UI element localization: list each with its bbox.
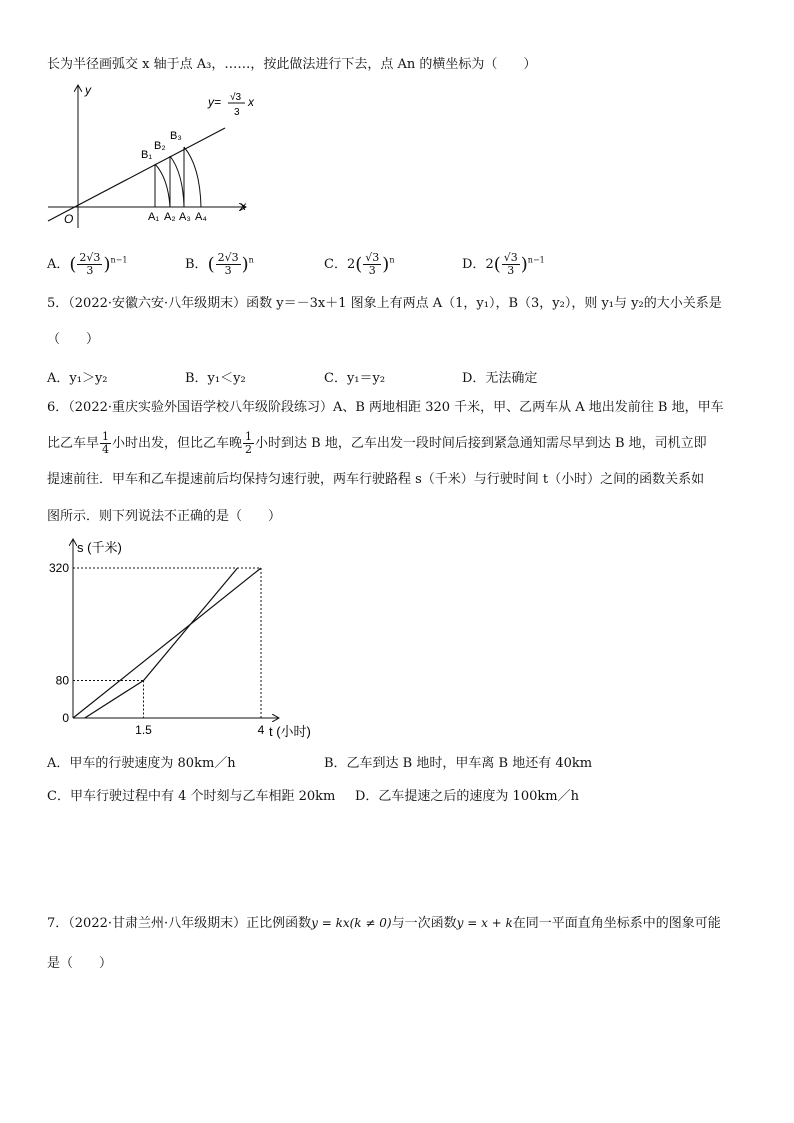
q4-option-a[interactable]: A．( $\frac{2√3}{3}$ )$^{n-1}$ bbox=[47, 251, 128, 277]
q5-option-d[interactable]: D．无法确定 bbox=[462, 371, 538, 386]
q6-line2: 比乙车早 $\frac{1}{4}$ 小时出发，但比乙车晚 $\frac{1}{2}$ 小时到达 B 地，乙车出发一段时间后接到紧急通知需尽早到达 B 地，司机立即 bbox=[47, 430, 707, 456]
series-line-yi bbox=[85, 568, 238, 718]
q7-line2: 是（ ） bbox=[47, 956, 113, 971]
x-axis-title: t (小时) bbox=[269, 724, 311, 739]
q6-option-c[interactable]: C．甲车行驶过程中有 4 个时刻与乙车相距 20km bbox=[47, 789, 336, 804]
x-tick-label: 4 bbox=[257, 723, 265, 737]
q6-distance-time-chart bbox=[40, 530, 311, 745]
y-axis-title: s (千米) bbox=[77, 540, 122, 555]
q5-option-a[interactable]: A．y₁＞y₂ bbox=[47, 371, 108, 386]
b1-label: B₁ bbox=[141, 149, 153, 161]
origin-label: O bbox=[64, 212, 74, 226]
a2-label: A₂ bbox=[164, 211, 176, 223]
y-axis-label: y bbox=[85, 83, 91, 97]
b2-label: B₂ bbox=[154, 140, 166, 152]
a3-label: A₃ bbox=[179, 211, 191, 223]
q7-line1: 7．（2022·甘肃兰州·八年级期末）正比例函数y = kx(k ≠ 0)与一次函数y = x + k在同一平面直角坐标系中的图象可能 bbox=[47, 916, 721, 931]
q6-option-b[interactable]: B．乙车到达 B 地时，甲车离 B 地还有 40km bbox=[324, 756, 593, 771]
arc-b2-a3 bbox=[170, 156, 184, 207]
question-4-continuation: 长为半径画弧交 x 轴于点 A₃，……，按此做法进行下去，点 An 的横坐标为（ ） bbox=[47, 57, 537, 72]
q6-line3: 提速前往．甲车和乙车提速前后均保持匀速行驶，两车行驶路程 s（千米）与行驶时间 t（小时）之间的函数关系如 bbox=[47, 472, 705, 487]
a1-label: A₁ bbox=[148, 211, 160, 223]
q5-text: 5．（2022·安徽六安·八年级期末）函数 y＝－3x＋1 图象上有两点 A（1，y₁），B（3，y₂），则 y₁与 y₂的大小关系是 bbox=[47, 296, 722, 311]
y-tick-label: 320 bbox=[48, 561, 69, 575]
figure-arc-construction bbox=[40, 78, 260, 230]
series-line-jia bbox=[73, 568, 261, 718]
q4-option-c[interactable]: C．2( $\frac{√3}{3}$ )$^n$ bbox=[324, 251, 395, 277]
line-label-prefix: y= bbox=[208, 95, 222, 109]
q5-paren: （ ） bbox=[47, 332, 100, 347]
q6-line1: 6．（2022·重庆实验外国语学校八年级阶段练习）A、B 两地相距 320 千米，甲、乙两车从 A 地出发前往 B 地，甲车 bbox=[47, 400, 724, 415]
b3-label: B₃ bbox=[170, 130, 182, 142]
q4-option-b[interactable]: B．( $\frac{2√3}{3}$ )$^n$ bbox=[185, 251, 254, 277]
y-tick-label: 0 bbox=[62, 711, 69, 725]
y-tick-label: 80 bbox=[55, 673, 69, 688]
q6-option-d[interactable]: D．乙车提速之后的速度为 100km／h bbox=[355, 789, 579, 804]
q6-line4: 图所示．则下列说法不正确的是（ ） bbox=[47, 509, 282, 524]
a4-label: A₄ bbox=[195, 211, 207, 223]
line-label-suffix: x bbox=[248, 95, 254, 109]
q5-option-c[interactable]: C．y₁＝y₂ bbox=[324, 371, 386, 386]
q4-option-d[interactable]: D．2( $\frac{√3}{3}$ )$^{n-1}$ bbox=[462, 251, 545, 277]
q5-option-b[interactable]: B．y₁＜y₂ bbox=[185, 371, 246, 386]
x-tick-label: 1.5 bbox=[135, 723, 152, 737]
line-label-den: 3 bbox=[234, 107, 240, 118]
x-axis-label: x bbox=[240, 199, 246, 213]
line-label-num: √3 bbox=[230, 92, 242, 103]
q6-option-a[interactable]: A．甲车的行驶速度为 80km／h bbox=[47, 756, 236, 771]
arc-b3-a4 bbox=[184, 147, 201, 207]
arc-b1-a2 bbox=[155, 164, 170, 207]
